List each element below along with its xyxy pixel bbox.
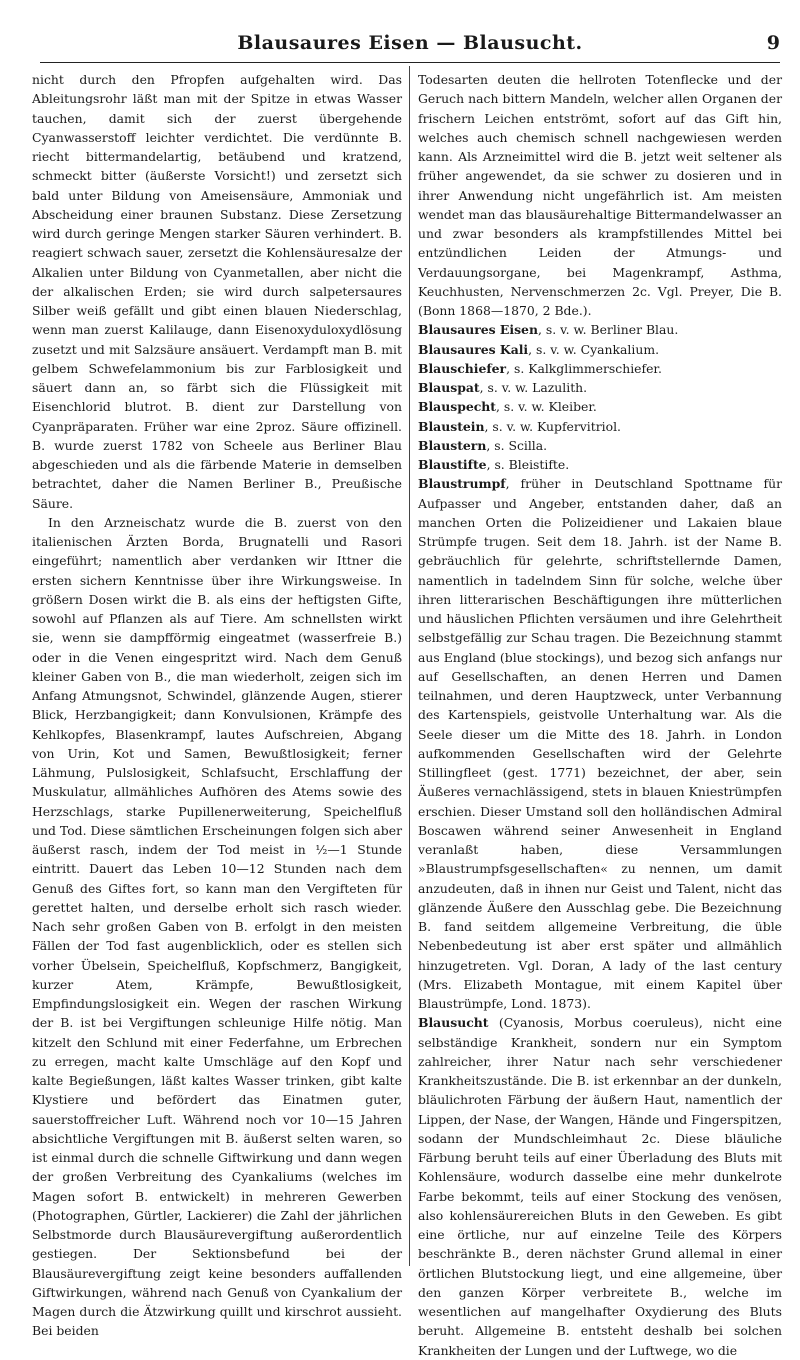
entry-text: , s. Bleistifte. [486, 457, 570, 472]
entry-blaustrumpf [418, 474, 782, 1013]
entry-text: , s. Scilla. [486, 437, 548, 453]
entry-term: Blaustrumpf [418, 476, 506, 492]
entry-term: Blauschiefer [418, 360, 507, 376]
entry-blauspat [418, 378, 782, 397]
entry-term: Blaustifte [418, 457, 487, 472]
entry-text: , früher in Deutschland Spottname für Aufpasser und Angeber, entstanden daher, daß an manchen Orten die Polizeidiener und Lakaien blaue Strümpfe trugen. Seit dem 18. Jahrh. ist der Name B. gebräuchlich für gelehrte, schriftstellernde Damen, namentlich in tadelndem Sinn für solche, welche über ihren litterarischen Beschäftigungen ihre mütterlichen und häuslichen Pflichten versäumen und ihre Gelehrtheit selbstgefällig zur Schau tragen. Die Bezeichnung stammt aus England (blue stockings), und bezog sich anfangs nur auf Gesellschaften, an denen Herren und Damen teilnahmen, und deren Hauptzweck, unter Verbannung des Kartenspiels, geistvolle Unterhaltung war. Als die Seele dieser um die Mitte des 18. Jahrh. in London aufkommenden Gesellschaften wird der Gelehrte Stillingfleet (gest. 1771) bezeichnet, der aber, sein Äußeres vernachlässigend, stets in blauen Kniestrümpfen erschien. Dieser Umstand soll den holländischen Admiral Boscawen während seiner Anwesenheit in England veranlaßt haben, diese Versammlungen »Blaustrumpfsgesellschaften« zu nennen, um damit anzudeuten, daß in ihnen nur Geist und Talent, nicht das glänzende Äußere den Ausschlag gebe. Die Bezeichnung B. fand seitdem allgemeine Verbreitung, die üble Nebenbedeutung ist aber erst später und allmählich hinzugetreten. Vgl. Doran, A lady of the last century (Mrs. Elizabeth Montague, mit einem Kapitel über Blaustrümpfe, Lond. 1873). [418, 476, 782, 1011]
running-header [40, 32, 780, 56]
entry-term: Blausaures Eisen [418, 322, 538, 338]
paragraph-blausaeure-chemistry: nicht durch den Pfropfen aufgehalten wird. Das Ableitungsrohr läßt man mit der Spitze in etwas Wasser tauchen, damit sich der zuerst übergehende Cyanwasserstoff leichter verdichtet. Die verdünnte B. riecht bittermandelartig, betäubend und kratzend, schmeckt bitter (äußerste Vorsicht!) und zersetzt sich bald unter Bildung von Ameisensäure, Ammoniak und Abscheidung einer braunen Substanz. Diese Zersetzung wird durch geringe Mengen starker Säuren verhindert. B. reagiert schwach sauer, zersetzt die Kohlensäuresalze der Alkalien unter Bildung von Cyanmetallen, aber nicht die der alkalischen Erden; sie wird durch salpetersaures Silber weiß gefällt und gibt einen blauen Niederschlag, wenn man zuerst Kalilauge, dann Eisenoxyduloxydlösung zusetzt und mit Salzsäure ansäuert. Verdampft man B. mit gelbem Schwefelammonium bis zur Farblosigkeit und säuert dann an, so färbt sich die Flüssigkeit mit Eisenchlorid blutrot. B. dient zur Darstellung von Cyanpräparaten. Früher war eine 2proz. Säure offizinell. B. wurde zuerst 1782 von Scheele aus Berliner Blau abgeschieden und als die färbende Materie in demselben betrachtet, daher die Namen Berliner B., Preußische Säure. [32, 72, 402, 511]
paragraph-blausaeure-toxicology: In den Arzneischatz wurde die B. zuerst von den italienischen Ärzten Borda, Brugnatelli und Rasori eingeführt; namentlich aber verdanken wir Ittner die ersten sichern Kenntnisse über ihre Wirkungsweise. In größern Dosen wirkt die B. als eins der heftigsten Gifte, sowohl auf Pflanzen als auf Tiere. Am schnellsten wirkt sie, wenn sie dampfförmig eingeatmet (wasserfreie B.) oder in die Venen eingespritzt wird. Nach dem Genuß kleiner Gaben von B., die man wiederholt, zeigen sich im Anfang Atmungsnot, Schwindel, glänzende Augen, stierer Blick, Herzbangigkeit; dann Konvulsionen, Krämpfe des Kehlkopfes, Blasenkrampf, lautes Aufschreien, Abgang von Urin, Kot und Samen, Bewußtlosigkeit; ferner Lähmung, Pulslosigkeit, Schlafsucht, Erschlaffung der Muskulatur, allmähliches Aufhören des Atems sowie des Herzschlags, starke Pupillenerweiterung, Speichelfluß und Tod. Diese sämtlichen Erscheinungen folgen sich aber äußerst rasch, indem der Tod meist in ½—1 Stunde eintritt. Dauert das Leben 10—12 Stunden nach dem Genuß des Giftes fort, so kann man den Vergifteten für gerettet halten, und derselbe erholt sich rasch wieder. Nach sehr großen Gaben von B. erfolgt in den meisten Fällen der Tod fast augenblicklich, oder es stellen sich vorher Übelsein, Speichelfluß, Kopfschmerz, Bangigkeit, kurzer Atem, Krämpfe, Bewußtlosigkeit, Empfindungslosigkeit ein. Wegen der raschen Wirkung der B. ist bei Vergiftungen schleunige Hilfe nötig. Man kitzelt den Schlund mit einer Federfahne, um Erbrechen zu erregen, macht kalte Umschläge auf den Kopf und kalte Begießungen, läßt kaltes Wasser trinken, gibt kalte Klystiere und befördert das Einatmen guter, sauerstoffreicher Luft. Während noch vor 10—15 Jahren absichtliche Vergiftungen mit B. äußerst selten waren, so ist einmal durch die schnelle Giftwirkung und dann wegen der großen Verbreitung des Cyankaliums (welches im Magen sofort B. entwickelt) in mehreren Gewerben (Photographen, Gürtler, Lackierer) die Zahl der jährlichen Selbstmorde durch Blausäurevergiftung außerordentlich gestiegen. Der Sektionsbefund bei der Blausäurevergiftung zeigt keine besonders auffallenden Giftwirkungen, während nach Genuß von Cyankalium der Magen durch die Ätzwirkung quillt und kirschrot aussieht. Bei beiden [32, 514, 402, 1339]
page-number: 9 [766, 32, 780, 54]
entry-blaustein [418, 417, 782, 436]
entry-text: (Cyanosis, Morbus coeruleus), nicht eine selbständige Krankheit, sondern nur ein Symptom zahlreicher, ihrer Natur nach sehr verschiedener Krankheitszustände. Die B. ist erkennbar an der dunkeln, bläulichroten Färbung der äußern Haut, namentlich der Lippen, der Nase, der Wangen, Hände und Fingerspitzen, sodann der Mundschleimhaut 2c. Diese bläuliche Färbung beruht teils auf einer Überladung des Bluts mit Kohlensäure, wodurch dasselbe eine mehr dunkelrote Farbe bekommt, teils auf einer Stockung des venösen, also kohlensäurereichen Bluts in den Geweben. Es gibt eine örtliche, nur auf einzelne Teile des Körpers beschränkte B., deren nächster Grund allemal in einer örtlichen Blutstockung liegt, und eine allgemeine, über den ganzen Körper verbreitete B., welche im wesentlichen auf mangelhafter Oxydierung des Bluts beruht. Allgemeine B. entsteht deshalb bei solchen Krankheiten der Lungen und der Luftwege, wo die [418, 1015, 782, 1358]
entry-text: , s. v. w. Cyankalium. [528, 341, 660, 357]
entry-blausaures-kali [418, 340, 782, 359]
entry-term: Blauspat [418, 380, 480, 395]
entry-term: Blausucht [418, 1015, 489, 1031]
entry-blauspecht [418, 397, 782, 416]
entry-blauschiefer [418, 359, 782, 378]
entry-blaustifte [418, 455, 782, 474]
header-rule [40, 62, 780, 63]
entry-blaustern [418, 436, 782, 455]
entry-term: Blaustein [418, 418, 485, 434]
paragraph-blausaeure-continued: Todesarten deuten die hellroten Totenflecke und der Geruch nach bittern Mandeln, welcher allen Organen der frischern Leichen entströmt, sofort auf das Gift hin, welches auch chemisch schnell nachgewiesen werden kann. Als Arzneimittel wird die B. jetzt weit seltener als früher angewendet, da sie schwer zu dosieren und in ihrer Anwendung nicht ungefährlich ist. Am meisten wendet man das blausäurehaltige Bittermandelwasser an und zwar besonders als krampfstillendes Mittel bei entzündlichen Leiden der Atmungs- und Verdauungsorgane, bei Magenkrampf, Asthma, Keuchhusten, Nervenschmerzen 2c. Vgl. Preyer, Die B. (Bonn 1868—1870, 2 Bde.). [418, 72, 782, 318]
entry-text: , s. Kalkglimmerschiefer. [506, 360, 662, 376]
right-column [418, 70, 782, 1360]
entry-term: Blausaures Kali [418, 341, 529, 357]
entry-text: , s. v. w. Kupfervitriol. [484, 418, 621, 434]
entry-term: Blauspecht [418, 399, 497, 415]
left-column [32, 70, 402, 1341]
entry-blausucht [418, 1013, 782, 1360]
entry-blausaures-eisen [418, 320, 782, 339]
column-divider [409, 66, 410, 1266]
running-title: Blausaures Eisen — Blausucht. [237, 32, 583, 54]
entry-term: Blaustern [418, 437, 487, 453]
entry-text: , s. v. w. Lazulith. [479, 380, 588, 395]
entry-text: , s. v. w. Kleiber. [496, 399, 597, 415]
entry-text: , s. v. w. Berliner Blau. [537, 322, 679, 338]
